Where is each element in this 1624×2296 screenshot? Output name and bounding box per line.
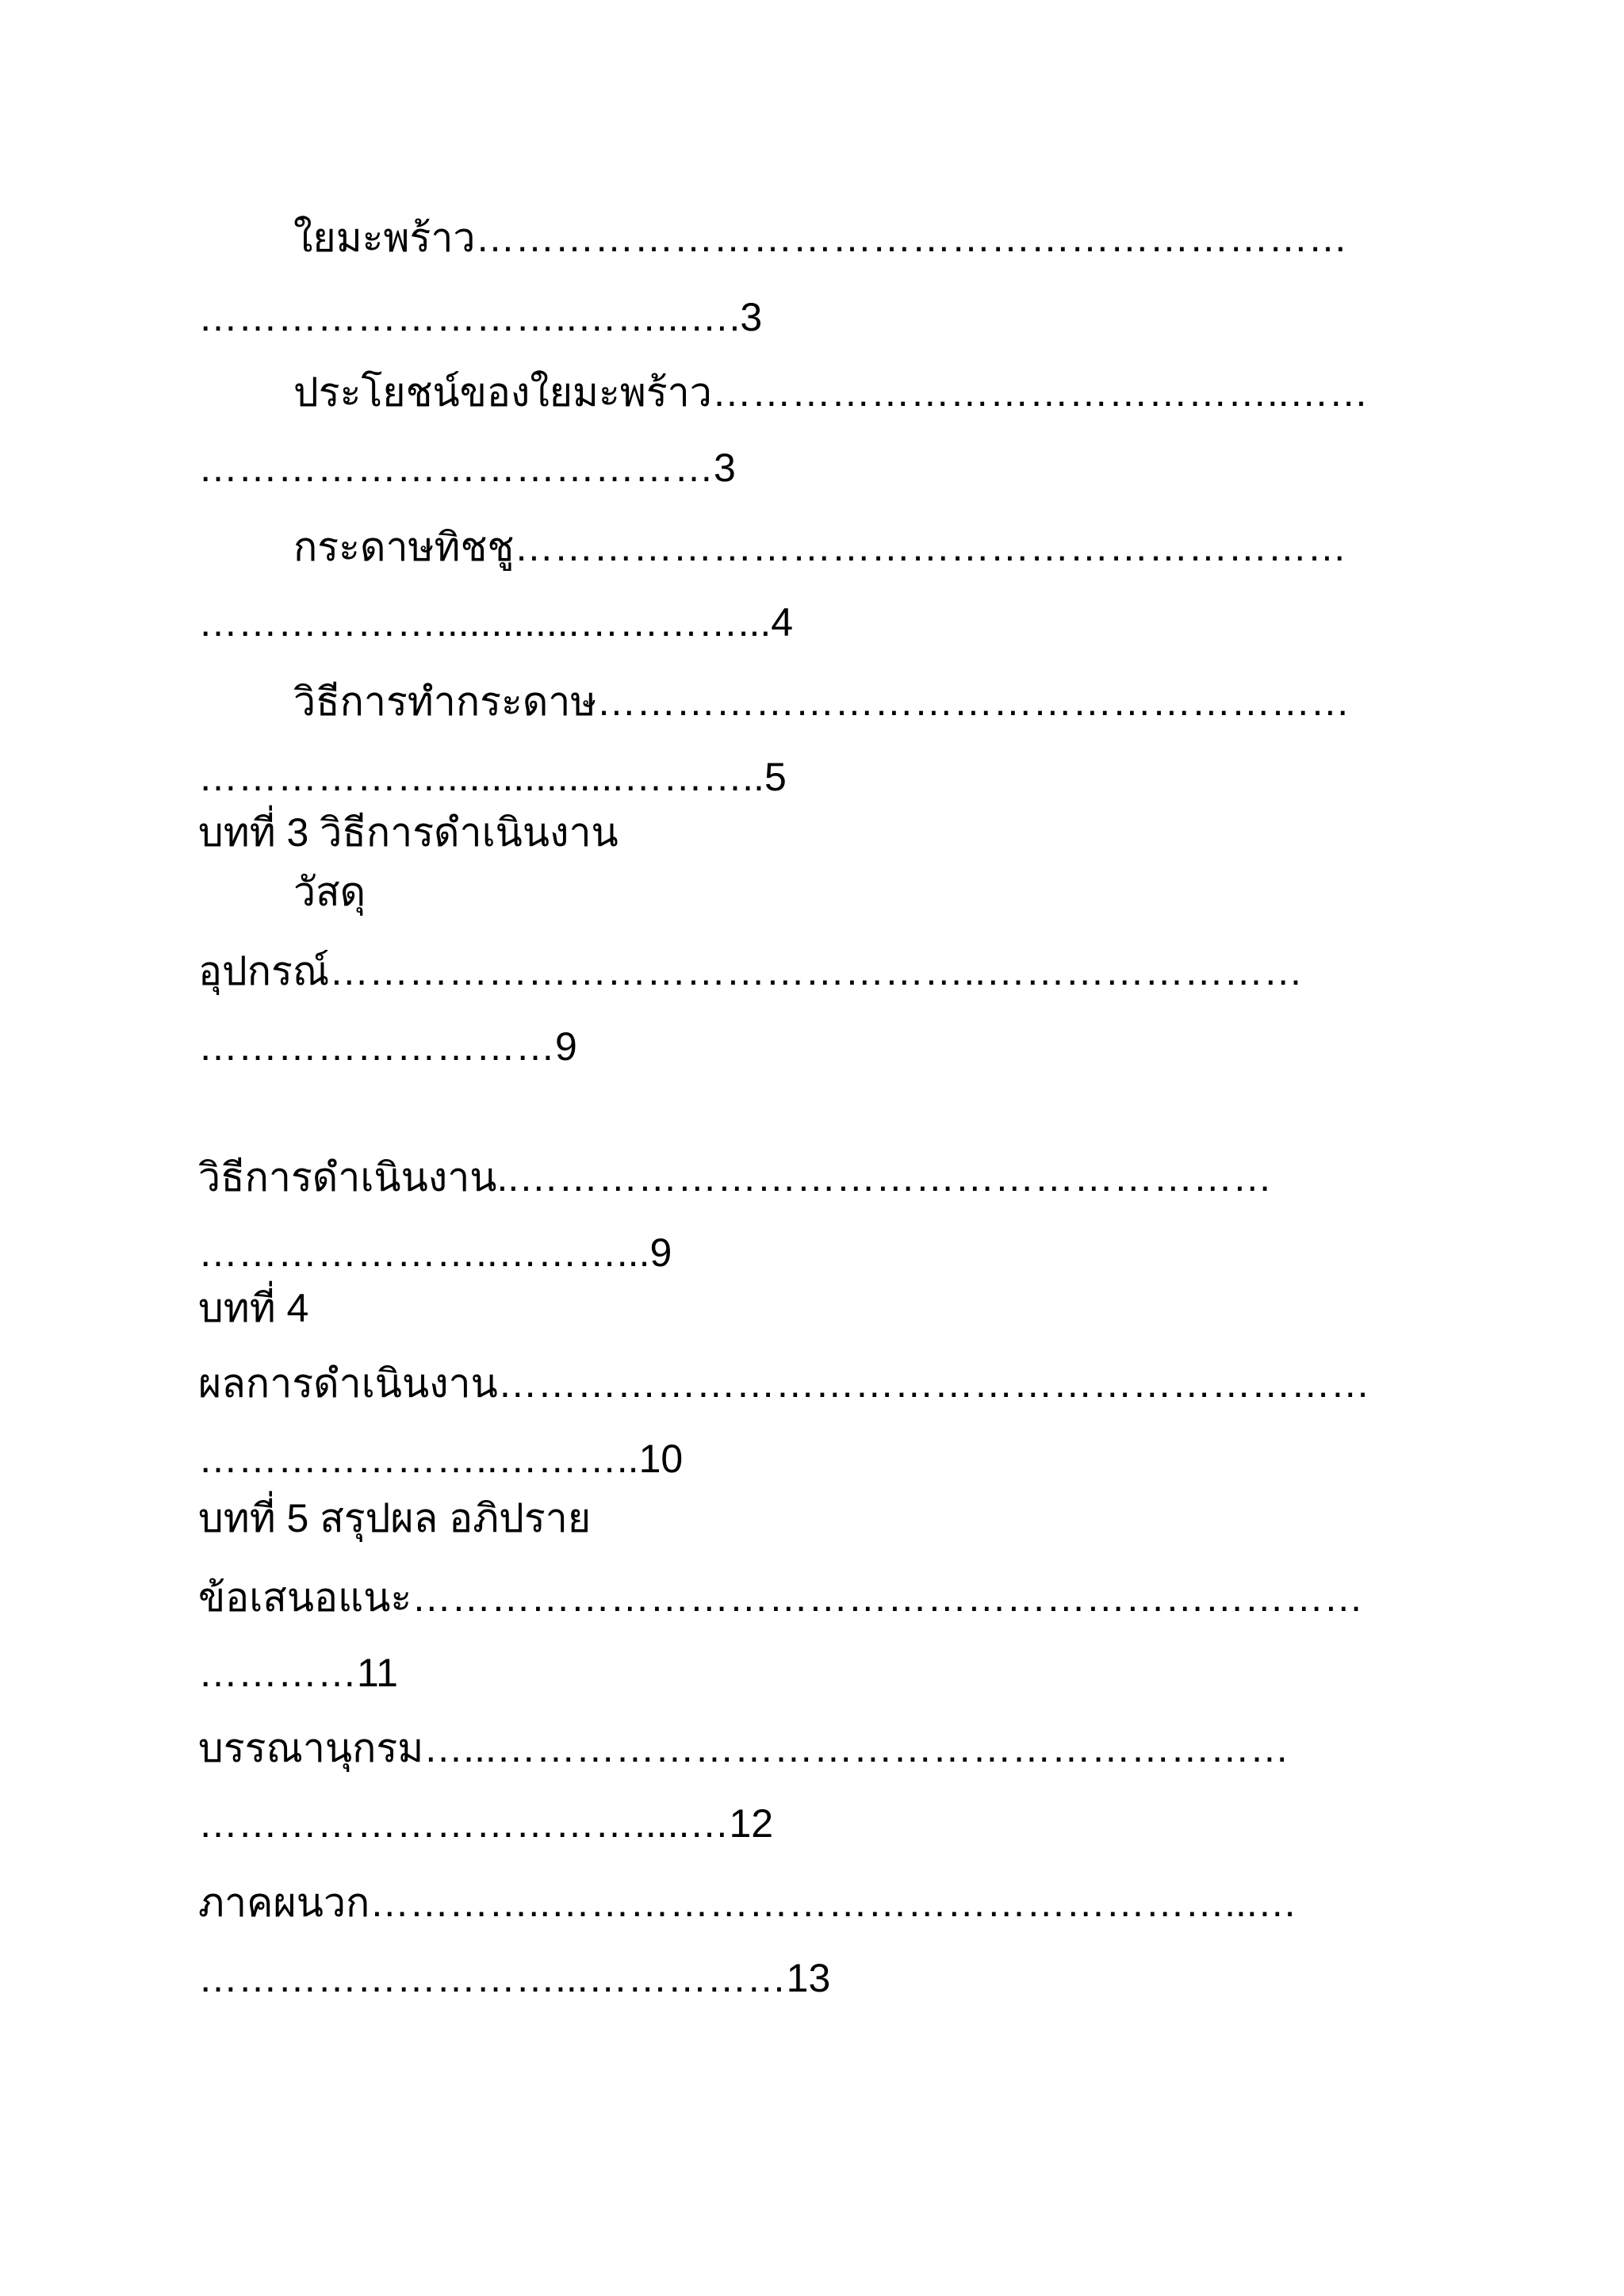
toc-entry-papermaking-page: ……………….................………..5 [198, 755, 787, 799]
toc-entry-equipment: อุปกรณ์…………………………………………..…………………… [198, 949, 1304, 993]
toc-entry-appendix-page: ………………………...……………13 [198, 1956, 831, 2000]
toc-entry-results: ผลการดำเนินงาน………………………………………………………… [198, 1361, 1370, 1406]
toc-entry-appendix: ภาคผนวก…………..……………………………………………...… [198, 1881, 1297, 1925]
toc-entry-coconut-fiber-page: ………………………..……...….3 [198, 295, 763, 339]
toc-entry-tissue-paper: กระดาษทิชชู……………………………………………………… [293, 525, 1347, 569]
toc-entry-bibliography: บรรณานุกรม…...…………………………………………………… [198, 1726, 1289, 1770]
toc-entry-tissue-paper-page: ……………….............…………...4 [198, 600, 794, 645]
toc-entry-papermaking: วิธีการทำกระดาษ………………………………………………… [293, 679, 1350, 724]
toc-entry-fiber-benefits-page: …………………………………3 [198, 446, 736, 490]
toc-entry-suggestions: ข้อเสนอแนะ……………………………………………………………… [198, 1575, 1364, 1620]
toc-entry-procedure: วิธีการดำเนินงาน..………………………………………………… [198, 1155, 1273, 1200]
toc-chapter-3-heading: บทที่ 3 วิธีการดำเนินงาน [198, 810, 619, 855]
toc-entry-coconut-fiber: ใยมะพร้าว………………………………………………………… [293, 216, 1348, 260]
toc-entry-equipment-page: ………………………9 [198, 1024, 577, 1069]
toc-entry-materials: วัสดุ [293, 870, 366, 914]
toc-entry-suggestions-page: …………11 [198, 1651, 398, 1695]
toc-entry-bibliography-page: …………………………….....…12 [198, 1801, 774, 1846]
toc-chapter-4-heading: บทที่ 4 [198, 1286, 309, 1330]
toc-entry-procedure-page: …………………..………...9 [198, 1230, 672, 1275]
toc-entry-results-page: …………………..………..10 [198, 1437, 684, 1481]
toc-chapter-5-heading: บทที่ 5 สรุปผล อภิปราย [198, 1496, 592, 1540]
toc-entry-fiber-benefits: ประโยชน์ของใยมะพร้าว……………………………………..…… [293, 370, 1369, 415]
